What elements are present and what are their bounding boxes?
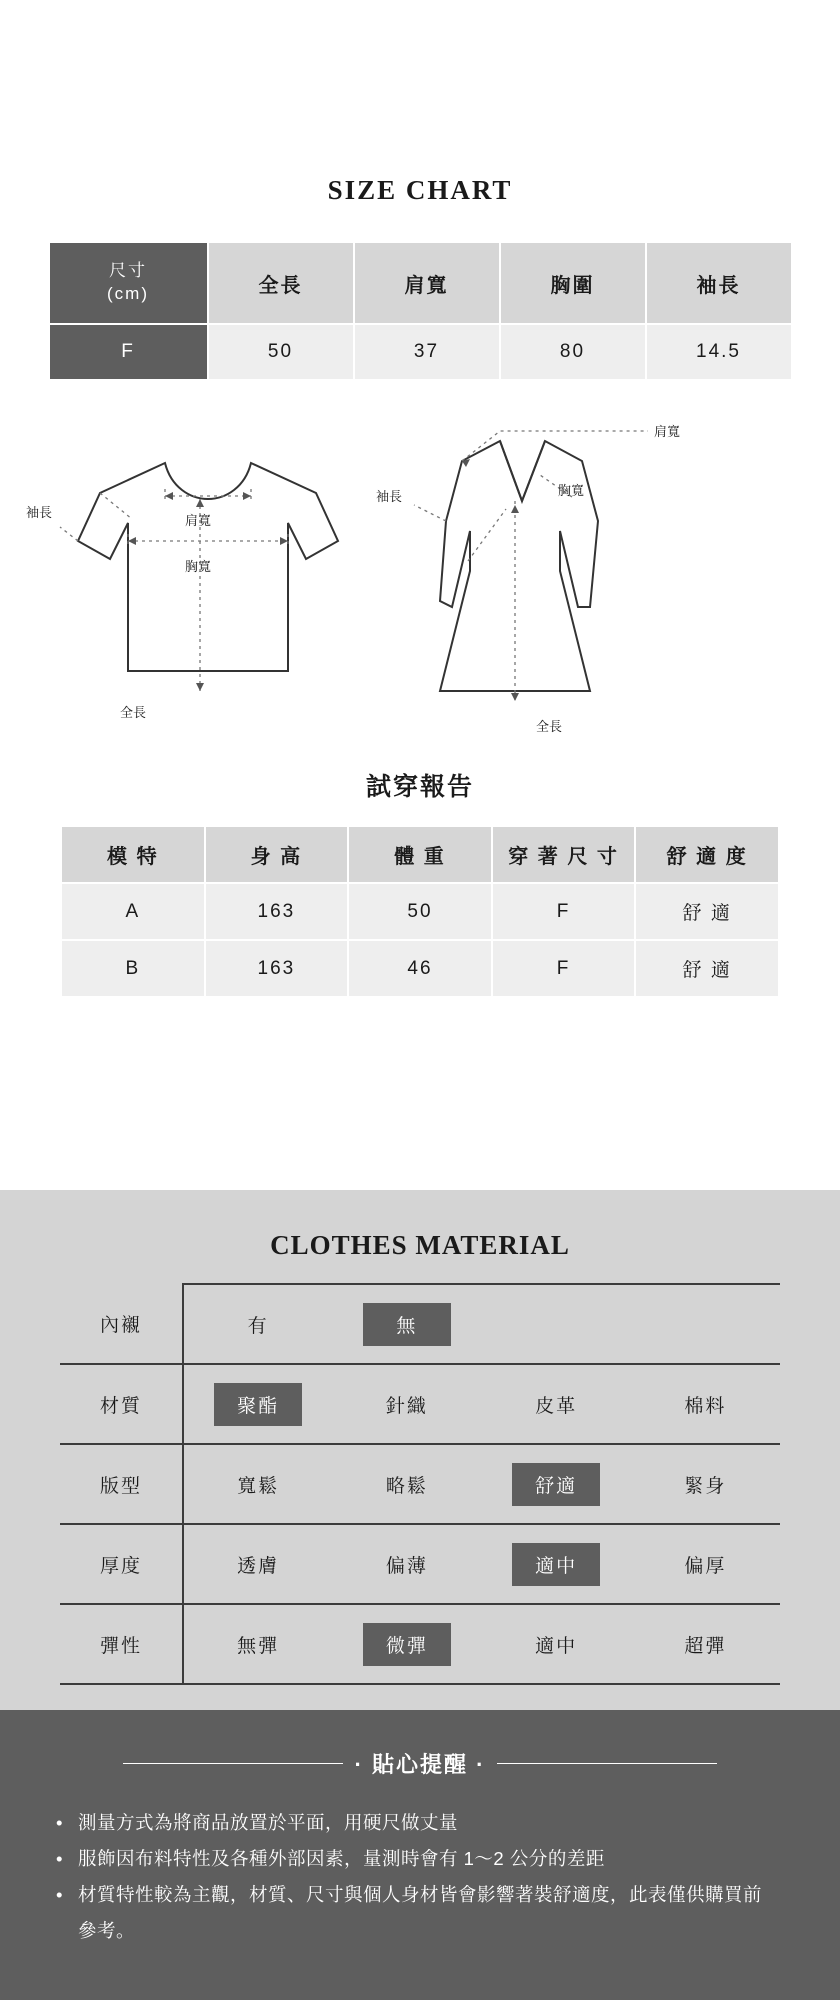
material-label-fabric: 材質	[60, 1364, 183, 1444]
size-chart-table	[48, 241, 793, 381]
material-option[interactable]	[482, 1364, 631, 1444]
material-option-chip[interactable]: 寬鬆	[237, 1475, 280, 1497]
col-header-sleeve: 袖長	[646, 242, 792, 324]
material-option[interactable]	[183, 1524, 332, 1604]
fit-height: 163	[205, 883, 349, 940]
material-option-chip-selected[interactable]: 微彈	[363, 1623, 451, 1666]
material-option[interactable]	[631, 1444, 780, 1524]
material-option-empty	[482, 1284, 631, 1364]
diagram-svg	[0, 401, 840, 761]
fit-comfort: 舒 適	[635, 940, 779, 997]
material-label-lining: 內襯	[60, 1284, 183, 1364]
fit-model: A	[61, 883, 205, 940]
material-option-chip[interactable]: 緊身	[684, 1475, 727, 1497]
material-option[interactable]	[482, 1604, 631, 1684]
fit-size-worn: F	[492, 883, 636, 940]
material-row-elasticity	[60, 1604, 780, 1684]
material-row-lining	[60, 1284, 780, 1364]
cell-shoulder: 37	[354, 324, 500, 380]
tee-shoulder-label: 肩寬	[185, 513, 212, 528]
notes-title: · 貼心提醒 ·	[354, 1752, 486, 1777]
table-row	[61, 883, 779, 940]
size-unit-line1: 尺寸	[109, 261, 147, 281]
notes-header	[0, 1710, 840, 1779]
clothes-material-section	[0, 1190, 840, 1710]
material-option[interactable]	[183, 1284, 332, 1364]
fit-weight: 50	[348, 883, 492, 940]
tee-sleeve-label: 袖長	[26, 505, 53, 520]
list-item: • 服飾因布料特性及各種外部因素，量測時會有 1～2 公分的差距	[78, 1841, 780, 1877]
list-item: • 材質特性較為主觀，材質、尺寸與個人身材皆會影響著裝舒適度，此表僅供購買前參考。	[78, 1877, 780, 1949]
material-option-chip[interactable]: 有	[247, 1315, 269, 1337]
dress-length-label: 全長	[536, 719, 563, 734]
material-option[interactable]	[332, 1364, 481, 1444]
cell-length: 50	[208, 324, 354, 380]
material-label-elasticity: 彈性	[60, 1604, 183, 1684]
measurement-diagrams	[0, 401, 840, 761]
fit-report-title: 試穿報告	[365, 773, 474, 801]
material-option-chip[interactable]: 偏薄	[385, 1555, 428, 1577]
material-option-chip[interactable]: 皮革	[535, 1395, 578, 1417]
material-row-fit	[60, 1444, 780, 1524]
material-option[interactable]	[631, 1524, 780, 1604]
col-header-shoulder: 肩寬	[354, 242, 500, 324]
material-option[interactable]	[482, 1444, 631, 1524]
material-option-chip[interactable]: 超彈	[684, 1635, 727, 1657]
size-chart-title: SIZE CHART	[327, 175, 513, 205]
material-option-chip-selected[interactable]: 舒適	[512, 1463, 600, 1506]
list-item: • 測量方式為將商品放置於平面，用硬尺做丈量	[78, 1805, 780, 1841]
material-option[interactable]	[631, 1604, 780, 1684]
material-option-empty	[631, 1284, 780, 1364]
material-option-chip[interactable]: 偏厚	[684, 1555, 727, 1577]
material-option[interactable]	[332, 1444, 481, 1524]
dress-diagram	[440, 441, 598, 691]
material-option[interactable]	[482, 1524, 631, 1604]
material-option[interactable]	[332, 1284, 481, 1364]
cell-sleeve: 14.5	[646, 324, 792, 380]
size-unit-line2: (cm)	[107, 284, 149, 303]
fit-height: 163	[205, 940, 349, 997]
clothes-material-table	[60, 1283, 780, 1685]
fit-comfort: 舒 適	[635, 883, 779, 940]
fit-model: B	[61, 940, 205, 997]
material-option[interactable]	[183, 1604, 332, 1684]
size-unit-header	[49, 242, 208, 324]
dress-guides	[414, 431, 648, 701]
size-row-label: F	[49, 324, 208, 380]
fit-col-weight: 體 重	[348, 826, 492, 883]
material-option-chip-selected[interactable]: 無	[363, 1303, 451, 1346]
fit-col-height: 身 高	[205, 826, 349, 883]
tee-length-label: 全長	[120, 705, 147, 720]
table-row	[61, 940, 779, 997]
dress-chest-label: 胸寬	[558, 483, 585, 498]
material-option-chip[interactable]: 針織	[385, 1395, 428, 1417]
material-option-chip[interactable]: 略鬆	[385, 1475, 428, 1497]
material-option[interactable]	[332, 1524, 481, 1604]
dress-sleeve-label: 袖長	[376, 489, 403, 504]
notes-list	[0, 1805, 840, 1949]
material-option[interactable]	[183, 1444, 332, 1524]
fit-report-table	[60, 825, 780, 998]
clothes-material-title: CLOTHES MATERIAL	[270, 1230, 570, 1260]
table-row	[49, 324, 792, 380]
tee-labels	[26, 505, 211, 720]
notes-section	[0, 1710, 840, 2000]
material-option-chip[interactable]: 適中	[535, 1635, 578, 1657]
material-option[interactable]	[183, 1364, 332, 1444]
fit-col-size-worn: 穿 著 尺 寸	[492, 826, 636, 883]
material-option-chip[interactable]: 透膚	[237, 1555, 280, 1577]
material-option-chip-selected[interactable]: 聚酯	[214, 1383, 302, 1426]
notes-rule-left	[123, 1763, 343, 1764]
table-header-row	[49, 242, 792, 324]
fit-col-model: 模 特	[61, 826, 205, 883]
material-option[interactable]	[332, 1604, 481, 1684]
notes-rule-right	[497, 1763, 717, 1764]
cell-bust: 80	[500, 324, 646, 380]
dress-arrows	[462, 459, 519, 701]
material-row-fabric	[60, 1364, 780, 1444]
material-option-chip[interactable]: 無彈	[237, 1635, 280, 1657]
dress-shoulder-label: 肩寬	[654, 424, 681, 439]
fit-col-comfort: 舒 適 度	[635, 826, 779, 883]
material-option[interactable]	[631, 1364, 780, 1444]
fit-header-row	[61, 826, 779, 883]
material-row-thickness	[60, 1524, 780, 1604]
material-label-thickness: 厚度	[60, 1524, 183, 1604]
material-option-chip-selected[interactable]: 適中	[512, 1543, 600, 1586]
col-header-bust: 胸圍	[500, 242, 646, 324]
col-header-length: 全長	[208, 242, 354, 324]
fit-weight: 46	[348, 940, 492, 997]
material-label-fit: 版型	[60, 1444, 183, 1524]
fit-size-worn: F	[492, 940, 636, 997]
tee-chest-label: 胸寬	[185, 559, 212, 574]
material-option-chip[interactable]: 棉料	[684, 1395, 727, 1417]
tee-guides	[60, 489, 288, 693]
dress-labels	[376, 424, 680, 734]
